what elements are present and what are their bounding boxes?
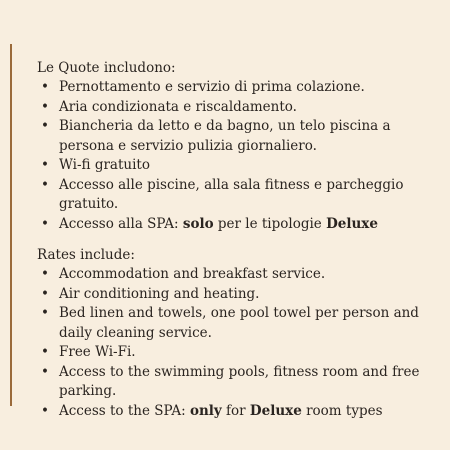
list-item	[37, 363, 442, 402]
list-item-text: Accommodation and breakfast service.	[59, 266, 326, 282]
italian-list	[37, 78, 442, 234]
list-item-text: Pernottamento e servizio di prima colazione.	[59, 79, 365, 95]
list-item-text: Aria condizionata e riscaldamento.	[59, 98, 297, 115]
spa-prefix: Access to the SPA:	[59, 402, 190, 419]
list-item-text: Wi-fi gratuito	[59, 157, 150, 173]
english-section	[37, 245, 442, 421]
list-item	[37, 343, 442, 363]
english-list	[37, 265, 442, 421]
bullet-icon: •	[41, 157, 49, 173]
bullet-icon: •	[41, 363, 49, 380]
list-item	[37, 156, 442, 176]
bullet-icon: •	[41, 118, 49, 134]
list-item	[37, 117, 442, 156]
list-item-spa	[37, 215, 442, 235]
list-item	[37, 304, 442, 343]
list-item-text: Biancheria da letto e da bagno, un telo piscina a persona e servizio pulizia giornaliero.	[59, 118, 391, 154]
spa-middle: for	[221, 402, 250, 419]
english-heading: Rates include:	[37, 247, 135, 263]
list-item	[37, 176, 442, 215]
list-item-text: Access to the swimming pools, fitness room and free parking.	[59, 363, 420, 399]
list-item-text: Accesso alle piscine, alla sala fitness e parcheggio gratuito.	[59, 176, 404, 212]
bullet-icon: •	[41, 266, 49, 282]
list-item-text: Free Wi-Fi.	[59, 344, 136, 360]
list-item-text: Bed linen and towels, one pool towel per person and daily cleaning service.	[59, 305, 419, 341]
bullet-icon: •	[41, 305, 49, 321]
bullet-icon: •	[41, 402, 49, 419]
italian-section	[37, 58, 442, 234]
spa-emphasis: only	[189, 402, 222, 419]
italian-heading: Le Quote includono:	[37, 60, 176, 76]
rates-content	[37, 58, 442, 421]
bullet-icon: •	[41, 79, 49, 95]
list-item	[37, 265, 442, 285]
spa-suffix: room types	[301, 402, 383, 419]
bullet-icon: •	[41, 98, 49, 115]
bullet-icon: •	[41, 215, 49, 232]
spa-middle: per le tipologie	[213, 215, 327, 232]
bullet-icon: •	[41, 285, 49, 302]
list-item	[37, 285, 442, 305]
bullet-icon: •	[41, 176, 49, 193]
list-item	[37, 98, 442, 118]
spa-emphasis: solo	[182, 215, 214, 232]
spa-prefix: Accesso alla SPA:	[59, 215, 183, 232]
bullet-icon: •	[41, 344, 49, 360]
list-item	[37, 78, 442, 98]
spa-room-type: Deluxe	[249, 402, 302, 419]
accent-rule	[10, 44, 12, 406]
list-item-spa	[37, 402, 442, 422]
spa-room-type: Deluxe	[326, 215, 378, 232]
list-item-text: Air conditioning and heating.	[59, 285, 260, 302]
